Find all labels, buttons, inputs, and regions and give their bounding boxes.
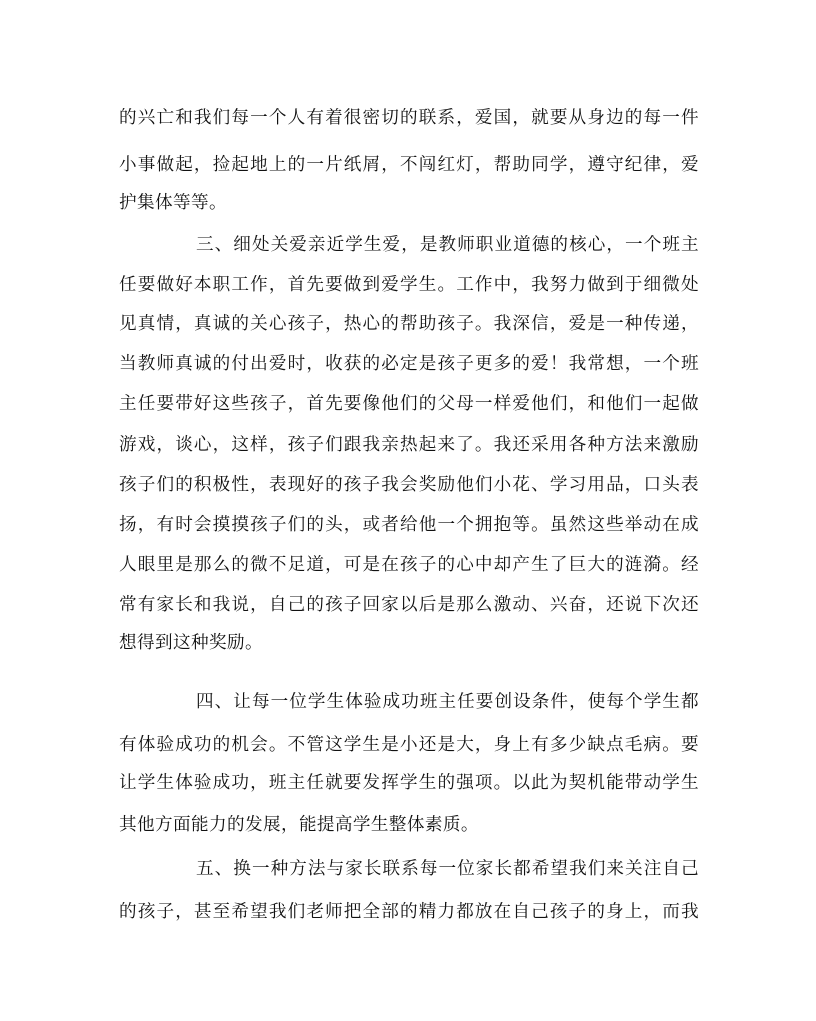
text-line: 的兴亡和我们每一个人有着很密切的联系，爱国，就要从身边的每一件 [119, 108, 699, 128]
text-line: 常有家长和我说，自己的孩子回家以后是那么激动、兴奋，还说下次还 [119, 595, 699, 615]
text-line: 护集体等等。 [119, 193, 227, 213]
text-line: 人眼里是那么的微不足道，可是在孩子的心中却产生了巨大的涟漪。经 [119, 555, 699, 575]
text-line: 扬，有时会摸摸孩子们的头，或者给他一个拥抱等。虽然这些举动在成 [119, 515, 699, 535]
text-line: 主任要带好这些孩子，首先要像他们的父母一样爱他们，和他们一起做 [119, 394, 699, 414]
text-line: 任要做好本职工作，首先要做到爱学生。工作中，我努力做到于细微处 [119, 275, 699, 295]
text-line: 三、细处关爱亲近学生爱，是教师职业道德的核心，一个班主 [196, 235, 699, 255]
text-line: 其他方面能力的发展，能提高学生整体素质。 [119, 815, 479, 835]
text-line: 小事做起，捡起地上的一片纸屑，不闯红灯，帮助同学，遵守纪律，爱 [119, 155, 699, 175]
text-line: 见真情，真诚的关心孩子，热心的帮助孩子。我深信，爱是一种传递， [119, 314, 699, 334]
text-line: 四、让每一位学生体验成功班主任要创设条件，使每个学生都 [196, 692, 699, 712]
text-line: 当教师真诚的付出爱时，收获的必定是孩子更多的爱！我常想，一个班 [119, 354, 699, 374]
text-line: 五、换一种方法与家长联系每一位家长都希望我们来关注自己 [196, 859, 699, 879]
text-line: 想得到这种奖励。 [119, 633, 263, 653]
text-line: 孩子们的积极性，表现好的孩子我会奖励他们小花、学习用品，口头表 [119, 475, 699, 495]
text-line: 游戏，谈心，这样，孩子们跟我亲热起来了。我还采用各种方法来激励 [119, 435, 699, 455]
text-line: 让学生体验成功，班主任就要发挥学生的强项。以此为契机能带动学生 [119, 773, 699, 793]
text-line: 有体验成功的机会。不管这学生是小还是大，身上有多少缺点毛病。要 [119, 735, 699, 755]
text-line: 的孩子，甚至希望我们老师把全部的精力都放在自己孩子的身上，而我 [119, 902, 699, 922]
